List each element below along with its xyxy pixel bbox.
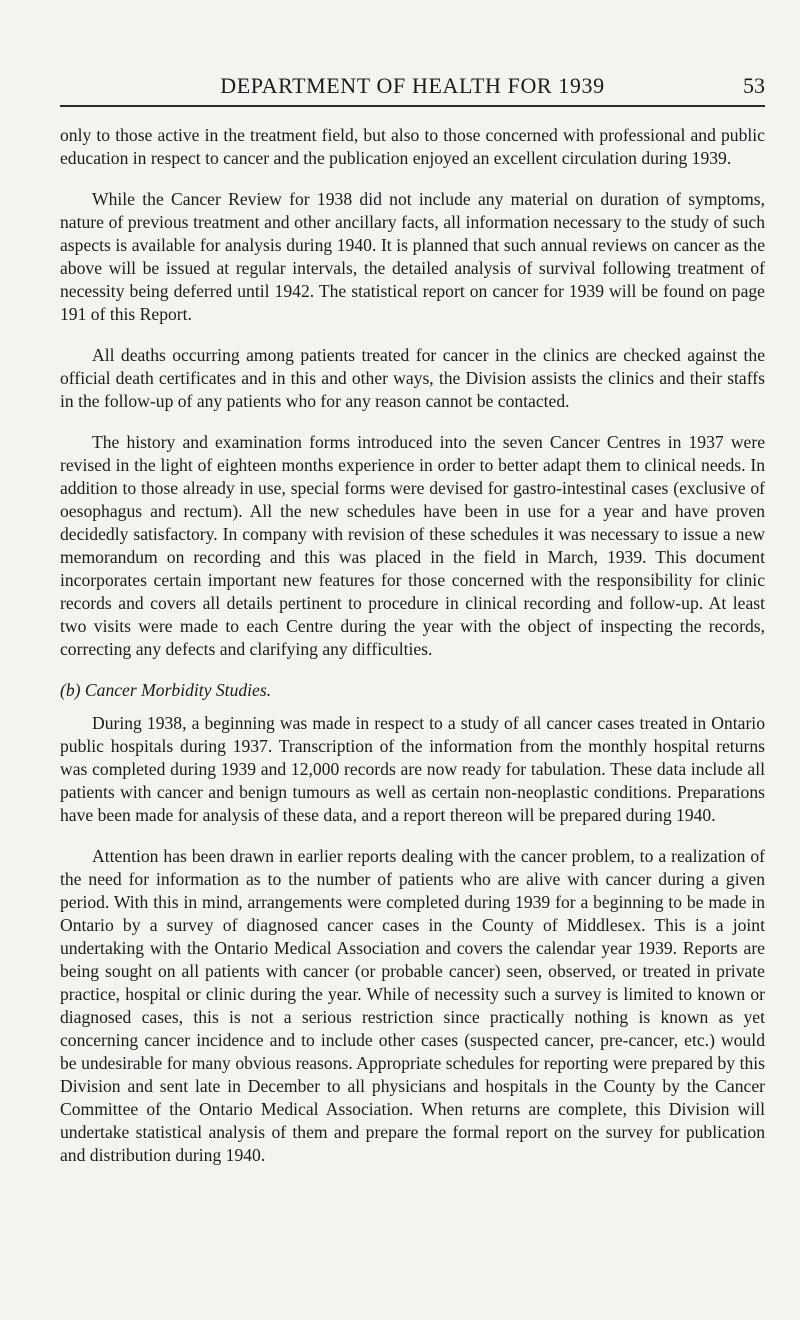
paragraph-cancer-review: While the Cancer Review for 1938 did not include any material on duration of symptoms, nature of previous treatment and other ancillary facts, all information necessary to the study of such aspects is available for analysis during 1940. It is planned that such annual reviews on cancer as the above will be issued at regular intervals, the detailed analysis of survival following treatment of necessity being deferred until 1942. The statistical report on cancer for 1939 will be found on page 191 of this Report.: [60, 189, 765, 324]
paragraph-continuation: only to those active in the treatment field, but also to those concerned with professional and public education in respect to cancer and the publication enjoyed an excellent circulation during 1939.: [60, 125, 765, 168]
running-title: DEPARTMENT OF HEALTH FOR 1939: [220, 73, 605, 98]
section-heading-b: [60, 679, 765, 702]
paragraph-deaths: All deaths occurring among patients treated for cancer in the clinics are checked against the official death certificates and in this and other ways, the Division assists the clinics and their staffs in the follow-up of any patients who for any reason cannot be contacted.: [60, 345, 765, 411]
section-title: Cancer Morbidity Studies.: [84, 680, 272, 700]
body-text: [60, 124, 765, 1167]
paragraph-forms: The history and examination forms introduced into the seven Cancer Centres in 1937 were revised in the light of eighteen months experience in order to better adapt them to clinical needs. In addition to those already in use, special forms were devised for gastro-intestinal cases (exclusive of oesophagus and rectum). All the new schedules have been in use for a year and have proven decidedly satisfactory. In company with revision of these schedules it was necessary to issue a new memorandum on recording and this was placed in the field in March, 1939. This document incorporates certain important new features for those concerned with the responsibility for clinic records and covers all details pertinent to procedure in clinical recording and follow-up. At least two visits were made to each Centre during the year with the object of inspecting the records, correcting any defects and clarifying any difficulties.: [60, 432, 765, 659]
section-letter: (b): [60, 680, 81, 700]
paragraph-middlesex-survey: Attention has been drawn in earlier reports dealing with the cancer problem, to a realization of the need for information as to the number of patients who are alive with cancer during a given period. With this in mind, arrangements were completed during 1939 for a beginning to be made in Ontario by a survey of diagnosed cancer cases in the County of Middlesex. This is a joint undertaking with the Ontario Medical Association and covers the calendar year 1939. Reports are being sought on all patients with cancer (or probable cancer) seen, observed, or treated in private practice, hospital or clinic during the year. While of necessity such a survey is limited to known or diagnosed cases, this is not a serious restriction since practically nothing is known as yet concerning cancer incidence and to include other cases (suspected cancer, pre-cancer, etc.) would be undesirable for many obvious reasons. Appropriate schedules for reporting were prepared by this Division and sent late in December to all physicians and hospitals in the County by the Cancer Committee of the Ontario Medical Association. When returns are complete, this Division will undertake statistical analysis of them and prepare the formal report on the survey for publication and distribution during 1940.: [60, 846, 765, 1165]
page-header: [60, 72, 765, 108]
page-number: 53: [743, 73, 765, 98]
paragraph-morbidity-study: During 1938, a beginning was made in respect to a study of all cancer cases treated in Ontario public hospitals during 1937. Transcription of the information from the monthly hospital returns was completed during 1939 and 12,000 records are now ready for tabulation. These data include all patients with cancer and benign tumours as well as certain non-neoplastic conditions. Preparations have been made for analysis of these data, and a report thereon will be prepared during 1940.: [60, 713, 765, 825]
header-rule: [60, 105, 765, 107]
